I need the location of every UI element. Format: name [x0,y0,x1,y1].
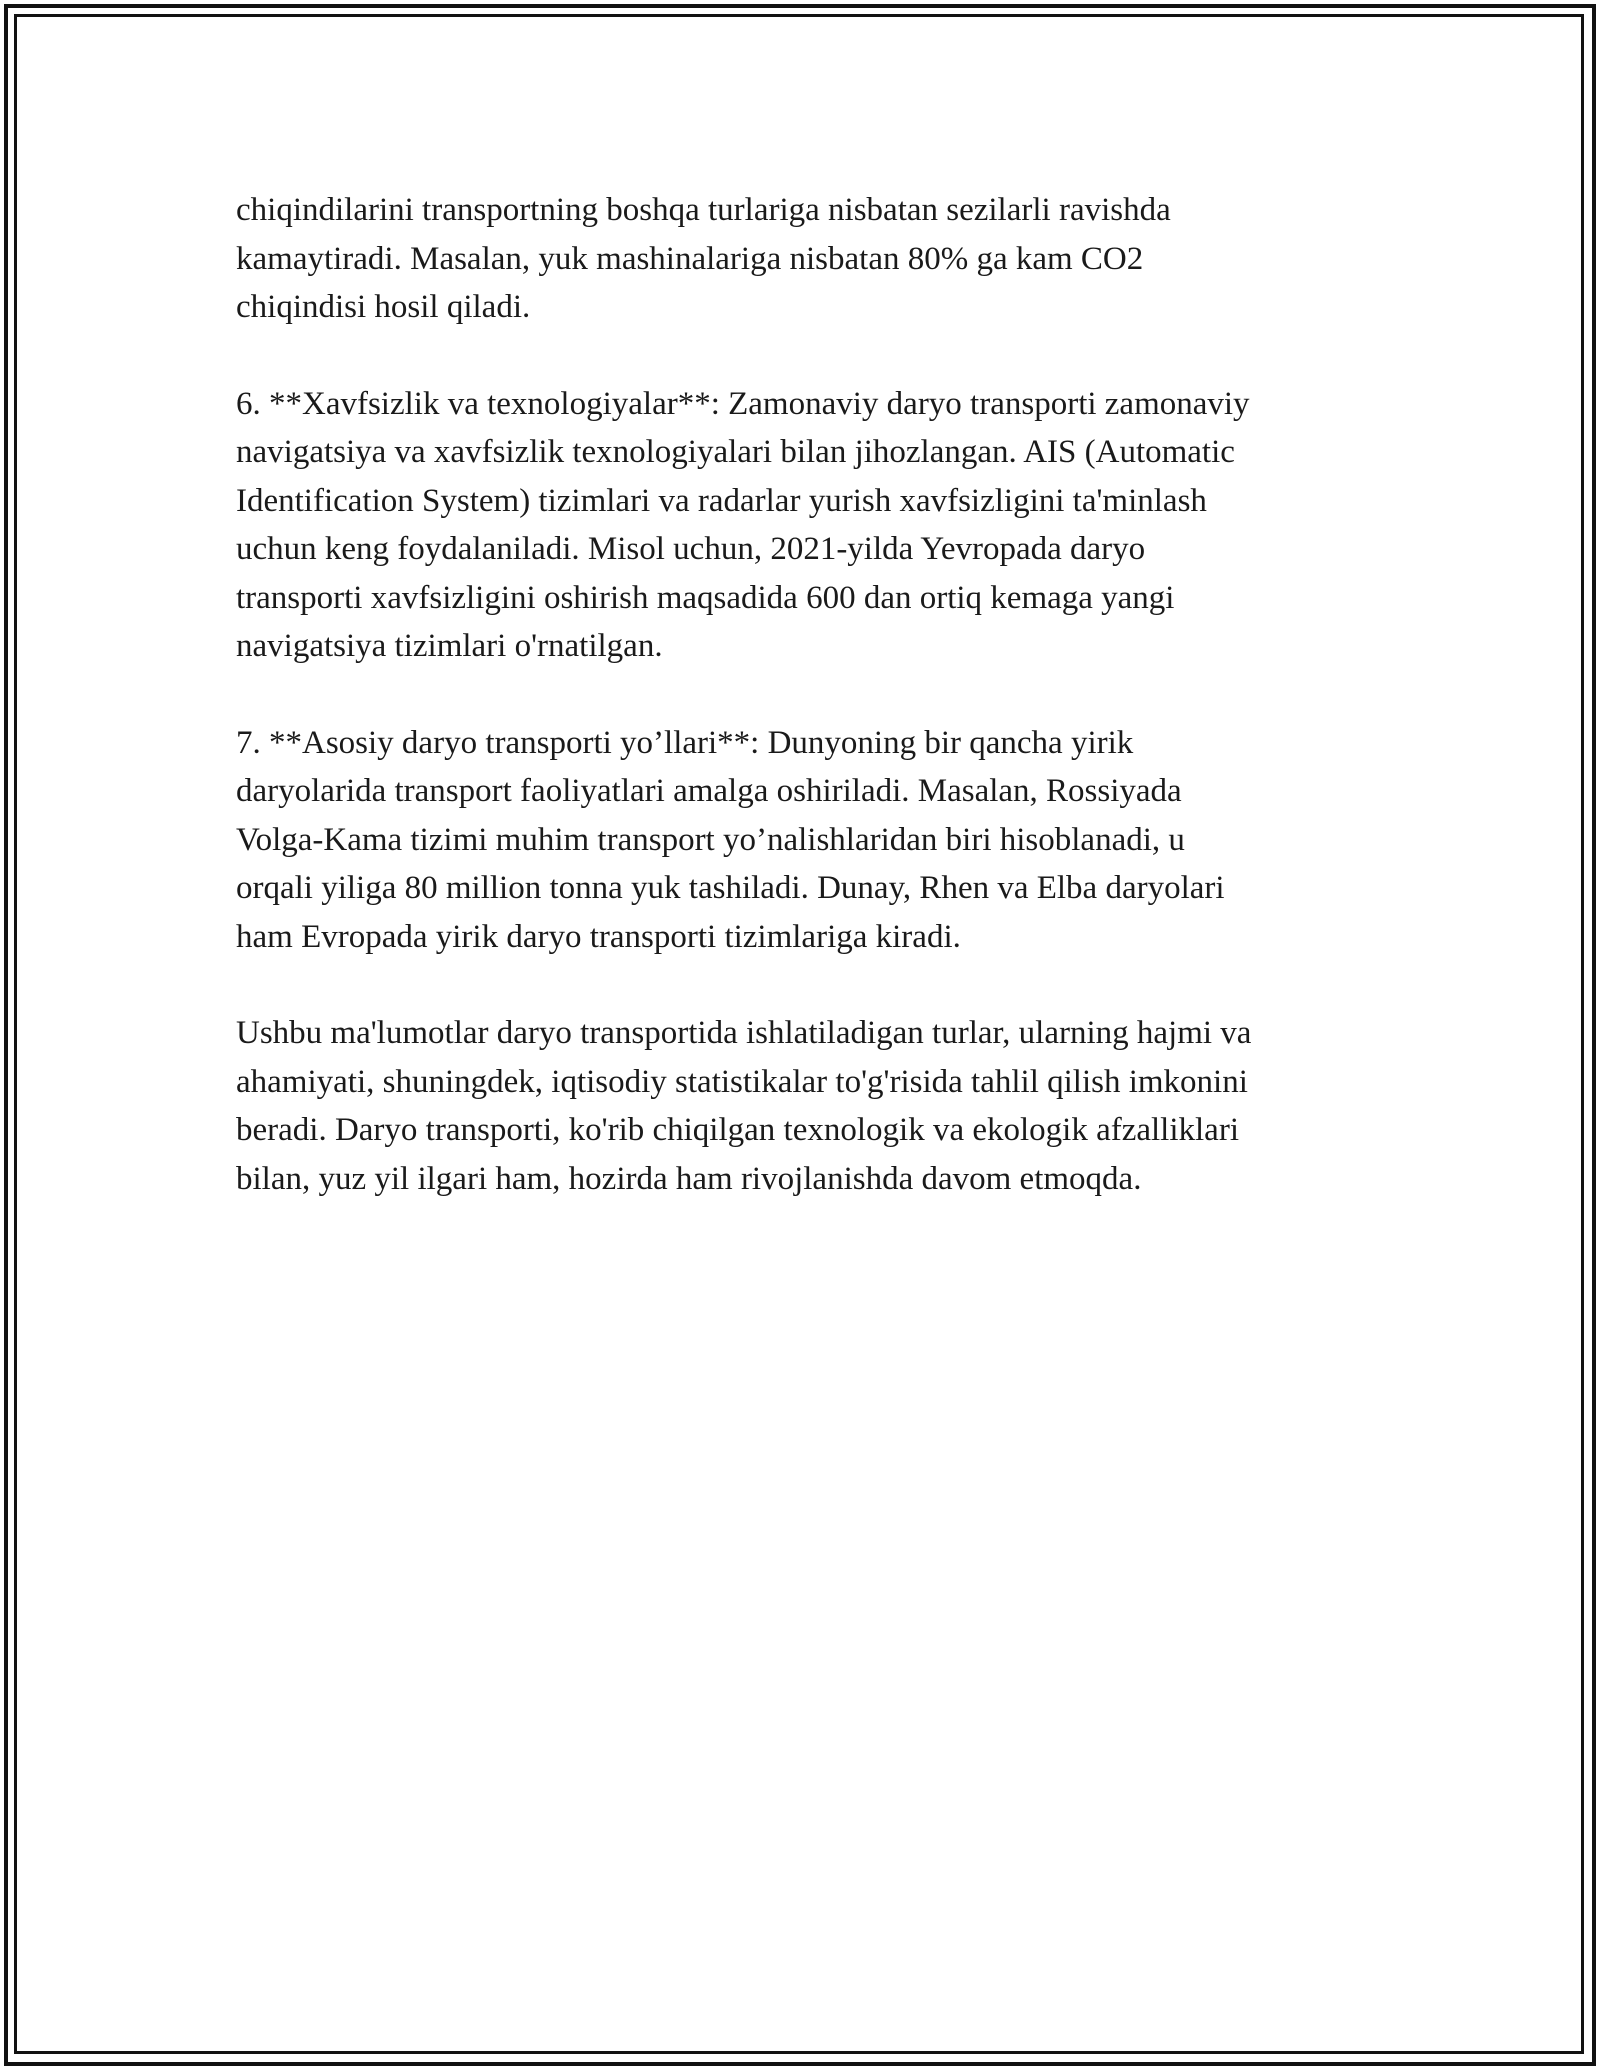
text-line: beradi. Daryo transporti, ko'rib chiqilgan texnologik va ekologik afzalliklari [236,1112,1239,1148]
paragraph-safety-technology [236,380,1376,671]
text-line: ham Evropada yirik daryo transporti tizimlariga kiradi. [236,918,961,955]
document-body [236,186,1376,1251]
text-line: uchun keng foydalaniladi. Misol uchun, 2021-yilda Yevropada daryo [236,531,1146,567]
text-line: ahamiyati, shuningdek, iqtisodiy statistikalar to'g'risida tahlil qilish imkonini [236,1063,1248,1100]
text-line: bilan, yuz yil ilgari ham, hozirda ham rivojlanishda davom etmoqda. [236,1160,1142,1197]
text-line: kamaytiradi. Masalan, yuk mashinalariga nisbatan 80% ga kam CO2 [236,240,1144,277]
text-line: 7. **Asosiy daryo transporti yo’llari**: Dunyoning bir qancha yirik [236,724,1134,761]
text-line: chiqindisi hosil qiladi. [236,289,531,325]
paragraph-emissions [236,186,1376,332]
text-line: Identification System) tizimlari va radarlar yurish xavfsizligini ta'minlash [236,482,1207,519]
text-line: navigatsiya va xavfsizlik texnologiyalari bilan jihozlangan. AIS (Automatic [236,434,1235,470]
text-line: Ushbu ma'lumotlar daryo transportida ishlatiladigan turlar, ularning hajmi va [236,1015,1252,1051]
text-line: 6. **Xavfsizlik va texnologiyalar**: Zamonaviy daryo transporti zamonaviy [236,385,1250,422]
text-line: Volga-Kama tizimi muhim transport yo’nalishlaridan biri hisoblanadi, u [236,821,1185,858]
text-line: chiqindilarini transportning boshqa turlariga nisbatan sezilarli ravishda [236,192,1171,228]
text-line: daryolarida transport faoliyatlari amalga oshiriladi. Masalan, Rossiyada [236,773,1182,809]
text-line: transporti xavfsizligini oshirish maqsadida 600 dan ortiq kemaga yangi [236,579,1175,616]
paragraph-main-routes [236,719,1376,962]
text-line: navigatsiya tizimlari o'rnatilgan. [236,628,663,664]
text-line: orqali yiliga 80 million tonna yuk tashiladi. Dunay, Rhen va Elba daryolari [236,870,1225,906]
paragraph-conclusion [236,1009,1376,1203]
